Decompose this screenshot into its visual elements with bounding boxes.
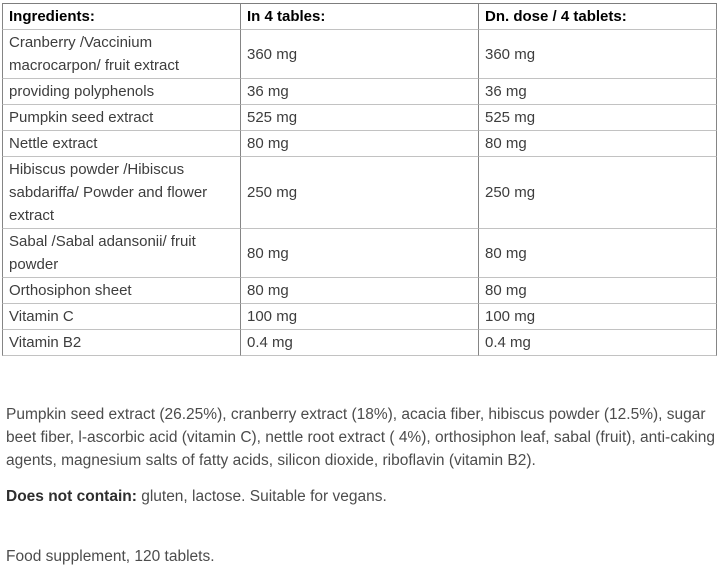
table-row bbox=[2, 156, 717, 228]
header-daily-dose: Dn. dose / 4 tablets: bbox=[478, 3, 717, 29]
ingredient-name: Vitamin C bbox=[2, 303, 240, 329]
amount-per-4: 525 mg bbox=[240, 104, 478, 130]
header-ingredients: Ingredients: bbox=[2, 3, 240, 29]
ingredient-name: Sabal /Sabal adansonii/ fruit powder bbox=[2, 228, 240, 277]
table-row bbox=[2, 130, 717, 156]
ingredients-table bbox=[2, 3, 717, 356]
table-row bbox=[2, 329, 717, 356]
amount-per-4: 36 mg bbox=[240, 78, 478, 104]
table-header-row bbox=[2, 3, 717, 29]
amount-per-4: 100 mg bbox=[240, 303, 478, 329]
table-row bbox=[2, 277, 717, 303]
daily-dose-amount: 36 mg bbox=[478, 78, 717, 104]
ingredient-name: Pumpkin seed extract bbox=[2, 104, 240, 130]
does-not-contain-line bbox=[6, 485, 720, 508]
daily-dose-amount: 80 mg bbox=[478, 277, 717, 303]
ingredient-name: Cranberry /Vaccinium macrocarpon/ fruit extract bbox=[2, 29, 240, 78]
table-row bbox=[2, 78, 717, 104]
does-not-contain-label: Does not contain: bbox=[6, 488, 137, 505]
ingredient-name: Orthosiphon sheet bbox=[2, 277, 240, 303]
composition-paragraph: Pumpkin seed extract (26.25%), cranberry extract (18%), acacia fiber, hibiscus powder (12.5%), sugar beet fiber, l-ascorbic acid (vitamin C), nettle root extract ( 4%), orthosiphon leaf, sabal (fruit), anti-caking agents, magnesium salts of fatty acids, silicon dioxide, riboflavin (vitamin B2). bbox=[6, 406, 715, 469]
ingredient-name: Hibiscus powder /Hibiscus sabdariffa/ Powder and flower extract bbox=[2, 156, 240, 228]
daily-dose-amount: 0.4 mg bbox=[478, 329, 717, 356]
table-row bbox=[2, 104, 717, 130]
daily-dose-amount: 80 mg bbox=[478, 228, 717, 277]
amount-per-4: 80 mg bbox=[240, 228, 478, 277]
daily-dose-amount: 250 mg bbox=[478, 156, 717, 228]
ingredient-name: Vitamin B2 bbox=[2, 329, 240, 356]
amount-per-4: 80 mg bbox=[240, 130, 478, 156]
amount-per-4: 250 mg bbox=[240, 156, 478, 228]
amount-per-4: 80 mg bbox=[240, 277, 478, 303]
daily-dose-amount: 525 mg bbox=[478, 104, 717, 130]
table-row bbox=[2, 228, 717, 277]
amount-per-4: 0.4 mg bbox=[240, 329, 478, 356]
ingredient-name: Nettle extract bbox=[2, 130, 240, 156]
table-row bbox=[2, 29, 717, 78]
ingredient-name: providing polyphenols bbox=[2, 78, 240, 104]
daily-dose-amount: 360 mg bbox=[478, 29, 717, 78]
does-not-contain-text: gluten, lactose. Suitable for vegans. bbox=[136, 488, 387, 505]
header-in-4-tables: In 4 tables: bbox=[240, 3, 478, 29]
amount-per-4: 360 mg bbox=[240, 29, 478, 78]
daily-dose-amount: 100 mg bbox=[478, 303, 717, 329]
table-row bbox=[2, 303, 717, 329]
supplement-info-line: Food supplement, 120 tablets. bbox=[6, 548, 215, 565]
daily-dose-amount: 80 mg bbox=[478, 130, 717, 156]
